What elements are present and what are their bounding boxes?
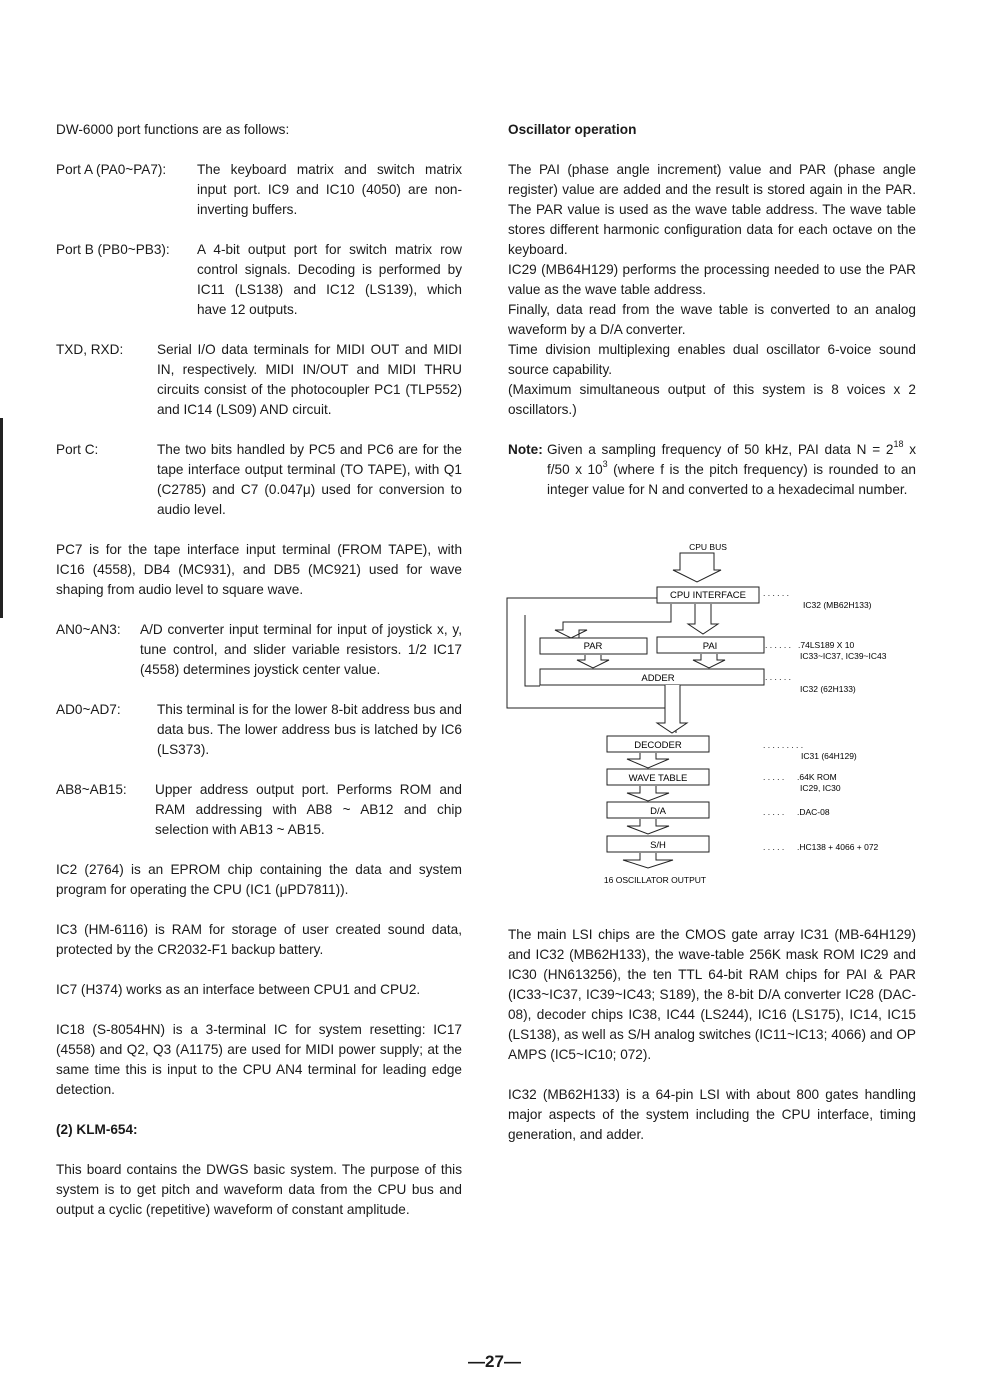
an-desc: A/D converter input terminal for input of joystick x, y, tune control, and slider variable resistors. 1/2 IC17 (4558) determines joystick center value.	[140, 622, 462, 677]
ab-entry	[56, 780, 462, 840]
par-annotation-1: .74LS189 X 10	[798, 640, 855, 650]
pai-input-arrow	[688, 604, 718, 634]
wave-annotation-1: .64K ROM	[797, 772, 837, 782]
osc-paragraph-2: IC29 (MB64H129) performs the processing needed to use the PAR value as the wave table address.	[508, 262, 916, 297]
an-entry	[56, 620, 462, 680]
annotation-dots: . . . . . .	[765, 640, 791, 650]
scan-margin-mark	[0, 418, 3, 618]
sh-label: S/H	[650, 840, 666, 851]
da-label: D/A	[650, 806, 666, 817]
osc-paragraph-3: Finally, data read from the wave table is converted to an analog waveform by a D/A converter.	[508, 302, 916, 337]
note-exponent-2: 3	[602, 459, 608, 469]
pai-to-adder-arrow	[693, 654, 725, 668]
oscillator-block-diagram	[505, 538, 925, 888]
ic2-text: IC2 (2764) is an EPROM chip containing the data and system program for operating the CPU (IC1 (μPD7811)).	[56, 862, 462, 897]
txd-rxd-desc: Serial I/O data terminals for MIDI OUT and MIDI IN, respectively. MIDI IN/OUT and MIDI THRU circuits consist of the photocoupler PC1 (TLP552) and IC14 (LS09) AND circuit.	[157, 342, 462, 417]
par-annotation-2: IC33~IC37, IC39~IC43	[800, 651, 887, 661]
adder-annotation: IC32 (62H133)	[800, 684, 856, 694]
txd-rxd-term: TXD, RXD:	[56, 342, 124, 357]
note-text-c: (where f is the pitch frequency) is rounded to an integer value for N and converted to a hexadecimal number.	[547, 462, 916, 497]
ic3-text: IC3 (HM-6116) is RAM for storage of user created sound data, protected by the CR2032-F1 backup battery.	[56, 922, 462, 957]
wave-annotation-2: IC29, IC30	[800, 783, 841, 793]
port-b-desc: A 4-bit output port for switch matrix row control signals. Decoding is performed by IC11 (LS138) and IC12 (LS139), which have 12 outputs.	[197, 242, 462, 317]
right-column-top	[508, 120, 916, 500]
klm-text: This board contains the DWGS basic system. The purpose of this system is to get pitch and waveform data from the CPU bus and output a cyclic (repetitive) waveform of constant amplitude.	[56, 1162, 462, 1217]
osc-paragraph-1: The PAI (phase angle increment) value and PAR (phase angle register) value are added and the result is stored again in the PAR. The PAR value is used as the wave table address. The wave table stores different harmonic configuration data for each octave on the keyboard.	[508, 162, 916, 257]
annotation-dots: . . . . .	[763, 772, 785, 782]
adder-loop-line	[525, 615, 540, 686]
sh-annotation: .HC138 + 4066 + 072	[797, 842, 879, 852]
port-c-entry	[56, 440, 462, 520]
ab-term: AB8~AB15:	[56, 782, 127, 797]
annotation-dots: . . . . . .	[765, 672, 791, 682]
port-a-desc: The keyboard matrix and switch matrix input port. IC9 and IC10 (4050) are non-inverting buffers.	[197, 162, 462, 217]
decoder-annotation: IC31 (64H129)	[801, 751, 857, 761]
page-number: —27—	[468, 1352, 521, 1371]
ad-desc: This terminal is for the lower 8-bit address bus and data bus. The lower address bus is latched by IC6 (LS373).	[157, 702, 462, 757]
ic32-paragraph: IC32 (MB62H133) is a 64-pin LSI with about 800 gates handling major aspects of the system including the CPU interface, timing generation, and adder.	[508, 1087, 916, 1142]
annotation-dots: . . . . . .	[763, 588, 789, 598]
port-b-term: Port B (PB0~PB3):	[56, 242, 170, 257]
ic7-text: IC7 (H374) works as an interface between CPU1 and CPU2.	[56, 982, 421, 997]
ad-term: AD0~AD7:	[56, 702, 121, 717]
port-b-entry	[56, 240, 462, 320]
port-c-term: Port C:	[56, 442, 99, 457]
cpu-interface-label: CPU INTERFACE	[669, 590, 747, 601]
osc-paragraph-4: Time division multiplexing enables dual oscillator 6-voice sound source capability.	[508, 342, 916, 377]
sh-output-arrow	[623, 853, 673, 868]
left-column	[56, 120, 462, 1220]
wave-table-label: WAVE TABLE	[628, 773, 688, 784]
cpu-interface-annotation: IC32 (MB62H133)	[803, 600, 872, 610]
osc-paragraph-5: (Maximum simultaneous output of this system is 8 voices x 2 oscillators.)	[508, 382, 916, 417]
note-text-a: Given a sampling frequency of 50 kHz, PAI data N = 2	[547, 442, 894, 457]
annotation-dots: . . . . . . . . .	[763, 740, 804, 750]
oscillator-heading: Oscillator operation	[508, 122, 637, 137]
pai-label: PAI	[702, 641, 718, 652]
note-text-b: x f/50 x 10	[547, 442, 916, 477]
annotation-dots: . . . . .	[763, 842, 785, 852]
da-to-sh-arrow	[627, 819, 669, 834]
cpu-bus-arrow	[673, 553, 721, 582]
decoder-label: DECODER	[634, 740, 682, 751]
txd-rxd-entry	[56, 340, 462, 420]
note-exponent-1: 18	[893, 439, 904, 449]
decoder-to-wave-arrow	[627, 753, 669, 768]
pc7-text: PC7 is for the tape interface input terminal (FROM TAPE), with IC16 (4558), DB4 (MC931), and DB5 (MC921) used for wave shaping from audio level to square wave.	[56, 542, 462, 597]
port-c-desc: The two bits handled by PC5 and PC6 are for the tape interface output terminal (TO TAPE), with Q1 (C2785) and C7 (0.047μ) used for conversion to audio level.	[157, 442, 462, 517]
port-a-entry	[56, 160, 462, 220]
par-to-adder-arrow	[577, 655, 609, 668]
cpu-bus-label: CPU BUS	[689, 542, 727, 552]
right-column-bottom	[508, 925, 916, 1145]
wave-to-da-arrow	[627, 786, 669, 801]
intro-text: DW-6000 port functions are as follows:	[56, 122, 290, 137]
par-input-arrow	[555, 604, 671, 638]
ab-desc: Upper address output port. Performs ROM and RAM addressing with AB8 ~ AB12 and chip selection with AB13 ~ AB15.	[155, 782, 462, 837]
adder-label: ADDER	[641, 673, 675, 684]
ad-entry	[56, 700, 462, 760]
da-annotation: .DAC-08	[797, 807, 830, 817]
par-label: PAR	[583, 641, 603, 652]
output-label: 16 OSCILLATOR OUTPUT	[603, 875, 707, 885]
klm-heading: (2) KLM-654:	[56, 1122, 138, 1137]
note-block	[508, 440, 916, 500]
adder-to-decoder-arrow	[657, 685, 687, 733]
port-a-term: Port A (PA0~PA7):	[56, 162, 167, 177]
annotation-dots: . . . . .	[763, 807, 785, 817]
note-desc	[547, 440, 916, 500]
an-term: AN0~AN3:	[56, 622, 121, 637]
ic18-text: IC18 (S-8054HN) is a 3-terminal IC for system resetting: IC17 (4558) and Q2, Q3 (A1175) are used for MIDI power supply; at the same time this is input to the CPU AN4 terminal for leading edge detection.	[56, 1022, 462, 1097]
note-term: Note:	[508, 442, 543, 457]
lsi-paragraph: The main LSI chips are the CMOS gate array IC31 (MB-64H129) and IC32 (MB62H133), the wave-table 256K mask ROM IC29 and IC30 (HN613256), the ten TTL 64-bit RAM chips for PAI & PAR (IC33~IC37, IC39~IC43; S189), the 8-bit D/A converter IC28 (DAC-08), decoder chips IC38, IC44 (LS244), IC16 (LS175), IC14, IC15 (LS138), as well as S/H analog switches (IC11~IC13; 4066) and OP AMPS (IC5~IC10; 072).	[508, 927, 916, 1062]
